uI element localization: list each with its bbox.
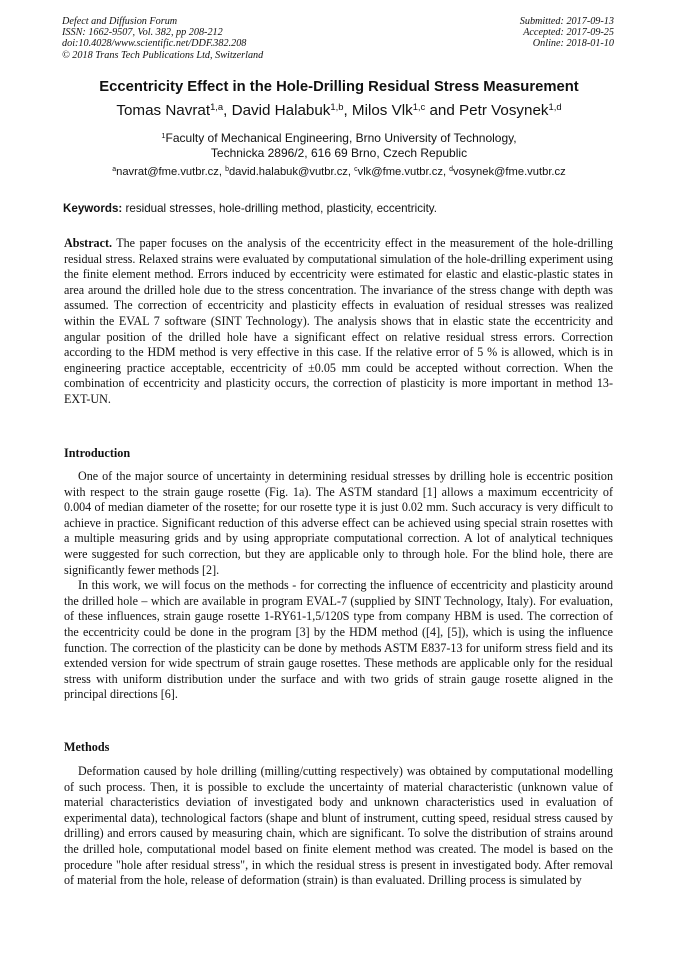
author-list (0, 102, 678, 119)
affiliation-line2: Technicka 2896/2, 616 69 Brno, Czech Republic (210, 146, 468, 160)
journal-doi: doi:10.4028/www.scientific.net/DDF.382.208 (62, 38, 247, 50)
email-sup: b (225, 166, 229, 174)
author-sep: , (343, 102, 352, 119)
email-sep: , (218, 166, 226, 178)
introduction-heading: Introduction (64, 446, 131, 460)
email-address[interactable]: vosynek@fme.vutbr.cz (453, 166, 566, 178)
methods-body (64, 764, 613, 889)
author-sep: and (425, 102, 460, 119)
email-sep: , (442, 166, 450, 178)
email-sup: c (354, 166, 358, 174)
methods-paragraph: Deformation caused by hole drilling (milling/cutting respectively) was obtained by computational modelling of such process. Then, it is possible to exclude the uncertainty of material characteristic (unknown value of material characteristics deviation of investigated body and unknown characteristics used in evaluation of experimental data), technological factors (shape and blunt of instrument, cutting speed, residual stress caused by drilling) and errors caused by measuring chain, which are significant. To solve the distribution of strains around the drilled hole, computational model based on finite element method was created. The model is based on the procedure "hole after residual stress", in which the residual stress is present in investigated body. After removal of material from the hole, release of deformation (strain) is than evaluated. Drilling process is simulated by (64, 764, 613, 888)
methods-heading: Methods (64, 740, 110, 754)
abstract (64, 236, 613, 408)
email-sup: d (449, 166, 454, 174)
journal-info (62, 16, 263, 61)
introduction-paragraph: In this work, we will focus on the methods - for correcting the influence of eccentricity and plasticity around the drilled hole – which are available in program EVAL-7 (supplied by SINT Technology, Italy). For evaluation, of these influences, strain gauge rosette 1-RY61-1,5/120S type from company HBM is used. The correction of the eccentricity could be done in the program [3] by the HDM method ([4], [5]), which is using the influence function. The correction of the plasticity can be done by methods ASTM E837-13 for uniform stress field and its extended version for wide spectrum of strain gauge rosettes. These methods are applicable only for the residual stress with uniform distribution under the surface and with two grids of strain gauge rosette aligned in the principal directions [6]. (64, 578, 613, 702)
email-sup: a (112, 166, 117, 174)
paper-title: Eccentricity Effect in the Hole-Drilling Residual Stress Measurement (99, 79, 579, 95)
email-address[interactable]: vlk@fme.vutbr.cz (357, 166, 443, 178)
author-sup: 1,b (330, 100, 344, 112)
author-sep: , (223, 102, 232, 119)
date-online: Online: 2018-01-10 (532, 38, 614, 50)
author-name: Milos Vlk (351, 102, 413, 119)
keywords (63, 202, 437, 215)
author-name: David Halabuk (231, 102, 331, 119)
introduction-body (64, 469, 613, 703)
abstract-text: The paper focuses on the analysis of the eccentricity effect in the measurement of the hole-drilling residual stress. Relaxed strains were evaluated by computational simulation of the hole-drilling experiment using the finite element method. Errors induced by eccentricity were estimated for elastic and elastic-plastic states in area around the drilled hole due to the stress concentration. The invariance of the stress change with depth was assumed. The correction of eccentricity and plasticity effects in evaluation of residual stresses was realized within the EVAL 7 software (SINT Technology). The analysis shows that in elastic state the eccentricity and angular position of the drilled hole have a significant effect on relative residual stress errors. Correction according to the HDM method is very effective in this case. If the relative error of 5 % is allowed, which is in engineering practice acceptable, eccentricity of ±0.05 mm could be accepted without correction. When the combination of eccentricity and plasticity occurs, the correction of plasticity is more important in method 13-EXT-UN. (64, 236, 613, 406)
introduction-paragraph: One of the major source of uncertainty in determining residual stresses by drilling hole is eccentric position with respect to the strain gauge rosette (Fig. 1a). The ASTM standard [1] allows a maximum eccentricity of 0.004 of median diameter of the rosette; for our rosette type it is just 0.02 mm. Such accuracy is very difficult to achieve in practice. Significant reduction of this adverse effect can be achieved using special strain rosettes with a multiple measuring grids and by using appropriate computational correction. A lot of analytical techniques were suggested for such correction, but they are applicable only to through hole. For the blind hole, there are significantly fewer methods [2]. (64, 469, 613, 577)
email-sep: , (347, 166, 355, 178)
date-submitted: Submitted: 2017-09-13 (519, 16, 614, 27)
author-sup: 1,d (548, 100, 562, 112)
email-address[interactable]: david.halabuk@vutbr.cz (228, 166, 348, 178)
journal-copyright: © 2018 Trans Tech Publications Ltd, Switzerland (62, 49, 264, 61)
date-accepted: Accepted: 2017-09-25 (523, 27, 614, 39)
journal-issn: ISSN: 1662-9507, Vol. 382, pp 208-212 (62, 27, 223, 39)
author-sup: 1,c (412, 100, 426, 112)
affiliation (0, 131, 678, 161)
email-address[interactable]: navrat@fme.vutbr.cz (116, 166, 219, 178)
affiliation-sup: 1 (161, 130, 166, 140)
submission-dates (520, 16, 614, 50)
author-name: Petr Vosynek (459, 102, 549, 119)
keywords-text: residual stresses, hole-drilling method, plasticity, eccentricity. (125, 202, 437, 215)
affiliation-line1: Faculty of Mechanical Engineering, Brno University of Technology, (165, 131, 517, 145)
author-sup: 1,a (210, 100, 224, 112)
email-list (0, 166, 678, 178)
keywords-label: Keywords: (63, 202, 123, 215)
abstract-label: Abstract. (64, 236, 113, 250)
journal-name: Defect and Diffusion Forum (62, 16, 178, 27)
author-name: Tomas Navrat (116, 102, 211, 119)
